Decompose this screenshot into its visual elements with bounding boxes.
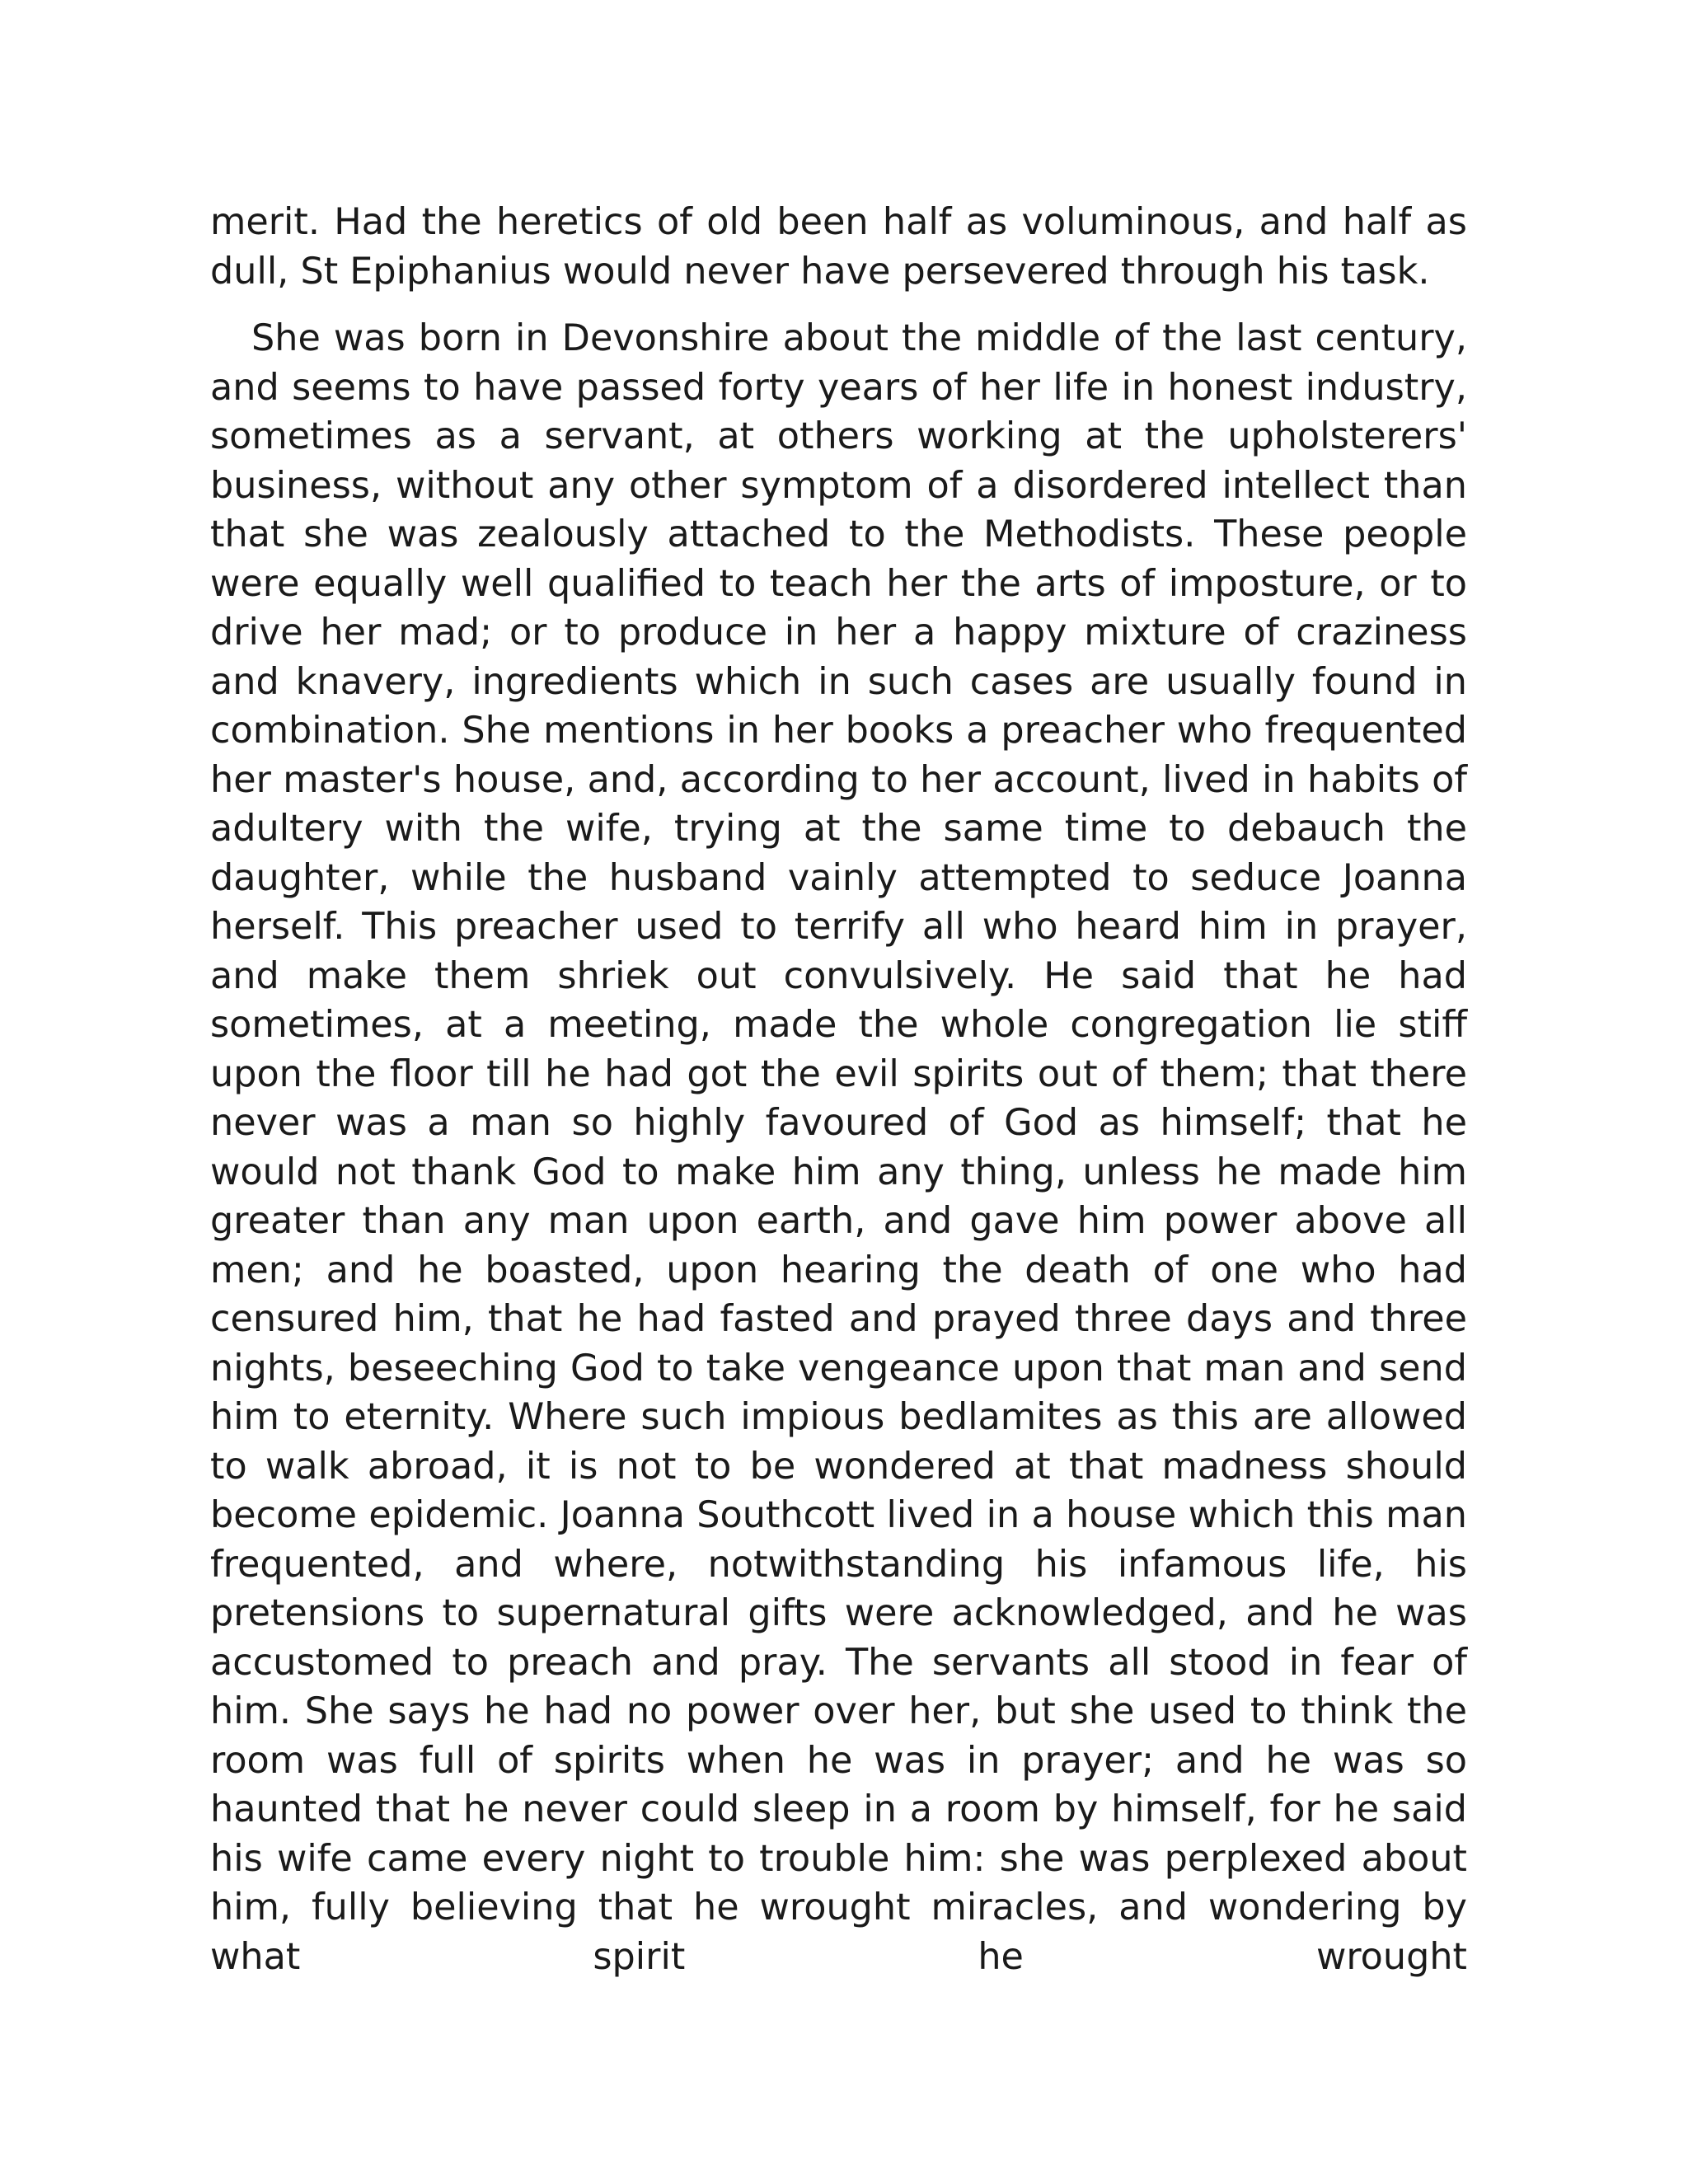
- body-text: [210, 198, 1467, 1981]
- paragraph-southcott-biography: She was born in Devonshire about the middle of the last century, and seems to have passed forty years of her life in honest industry, sometimes as a servant, at others working at the upholsterers' business, without any other symptom of a disordered intellect than that she was zealously attached to the Methodists. These people were equally well qualified to teach her the arts of imposture, or to drive her mad; or to produce in her a happy mixture of craziness and knavery, ingredients which in such cases are usually found in combination. She mentions in her books a preacher who frequented her master's house, and, according to her account, lived in habits of adultery with the wife, trying at the same time to debauch the daughter, while the husband vainly attempted to seduce Joanna herself. This preacher used to terrify all who heard him in prayer, and make them shriek out convulsively. He said that he had sometimes, at a meeting, made the whole congregation lie stiff upon the floor till he had got the evil spirits out of them; that there never was a man so highly favoured of God as himself; that he would not thank God to make him any thing, unless he made him greater than any man upon earth, and gave him power above all men; and he boasted, upon hearing the death of one who had censured him, that he had fasted and prayed three days and three nights, beseeching God to take vengeance upon that man and send him to eternity. Where such impious bedlamites as this are allowed to walk abroad, it is not to be wondered at that madness should become epidemic. Joanna Southcott lived in a house which this man frequented, and where, notwithstanding his infamous life, his pretensions to supernatural gifts were acknowledged, and he was accustomed to preach and pray. The servants all stood in fear of him. She says he had no power over her, but she used to think the room was full of spirits when he was in prayer; and he was so haunted that he never could sleep in a room by himself, for he said his wife came every night to trouble him: she was perplexed about him, fully believing that he wrought miracles, and wondering by what spirit he wrought: [210, 317, 1467, 1978]
- paragraph-continuation: merit. Had the heretics of old been half as voluminous, and half as dull, St Epiphanius would never have persevered through his task.: [210, 201, 1467, 293]
